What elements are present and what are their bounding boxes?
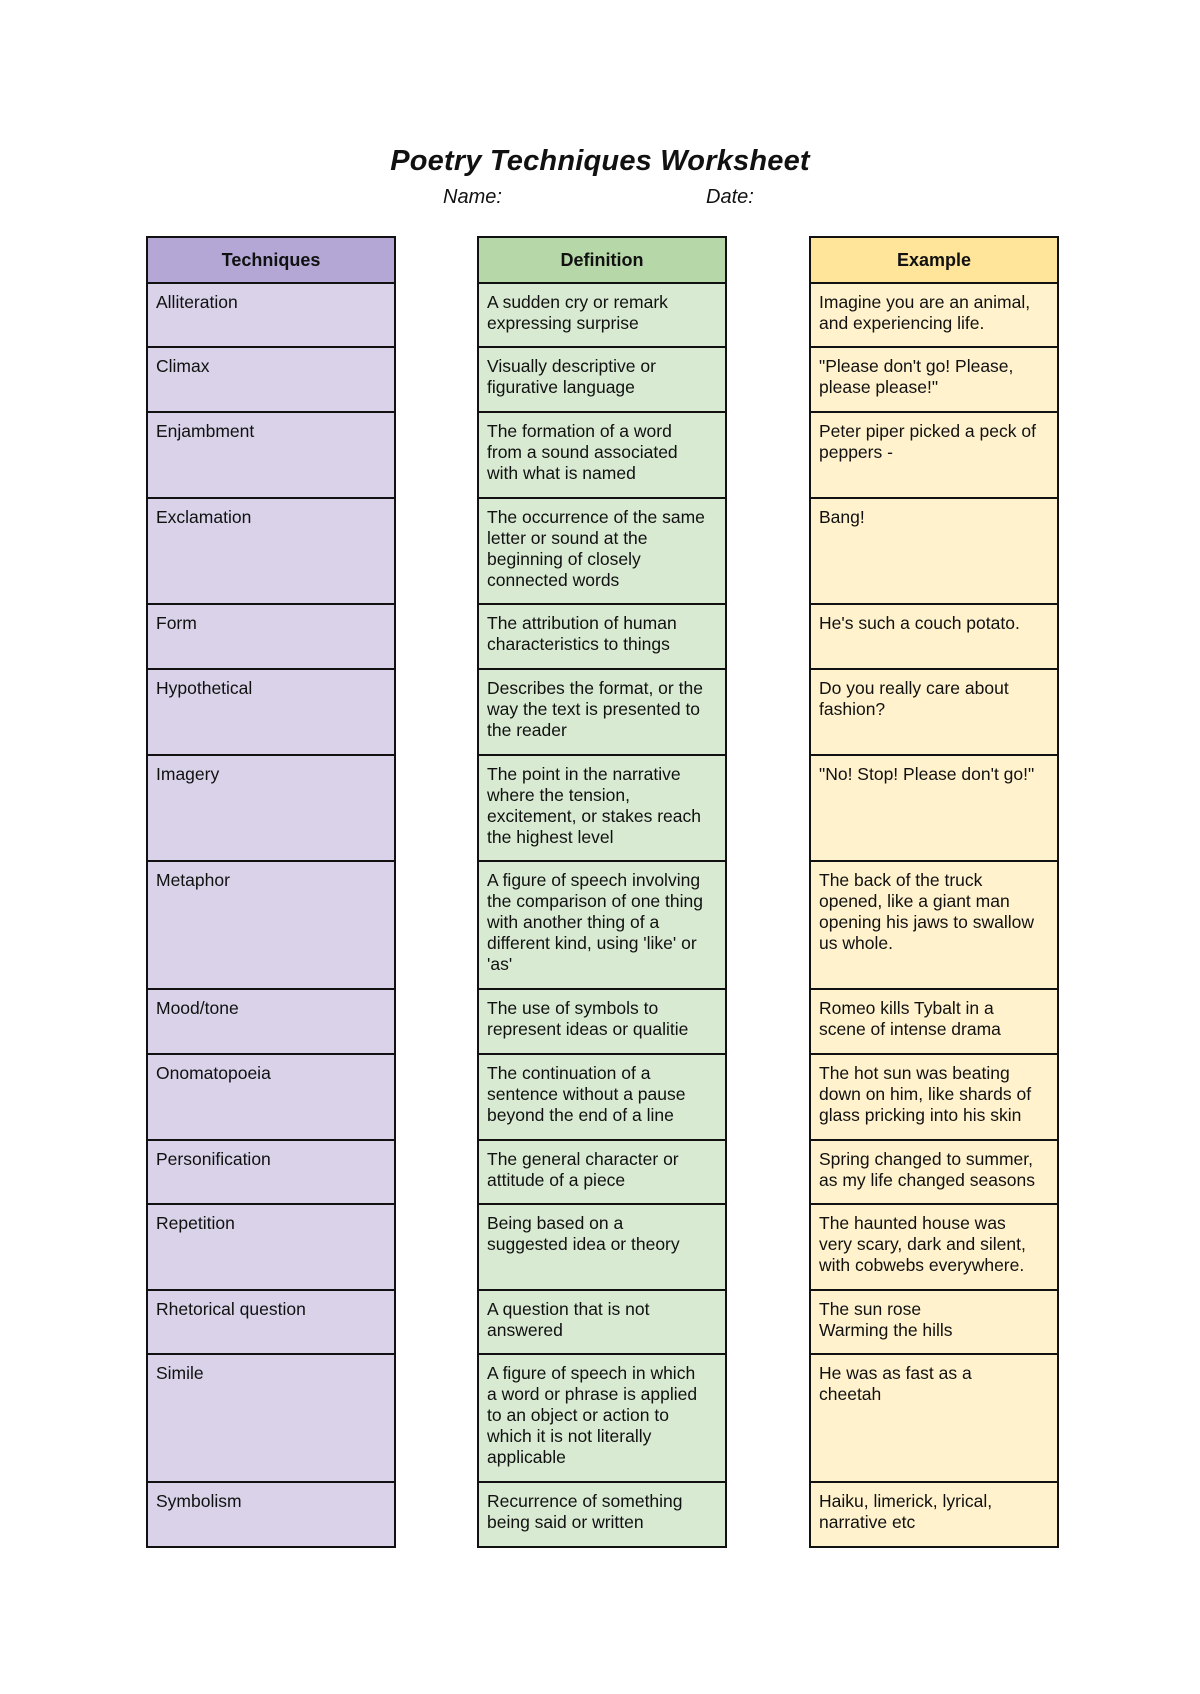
technique-cell: Simile (148, 1355, 394, 1483)
definition-cell: The use of symbols to represent ideas or qualitie (479, 990, 725, 1055)
definition-column (477, 236, 727, 1548)
example-header: Example (811, 238, 1057, 284)
technique-cell: Mood/tone (148, 990, 394, 1055)
example-cell: The hot sun was beating down on him, like shards of glass pricking into his skin (811, 1055, 1057, 1141)
technique-cell: Alliteration (148, 284, 394, 348)
definition-header: Definition (479, 238, 725, 284)
example-column (809, 236, 1059, 1548)
technique-cell: Imagery (148, 756, 394, 862)
example-cell: He's such a couch potato. (811, 605, 1057, 670)
example-cell: He was as fast as a cheetah (811, 1355, 1057, 1483)
example-cell: Spring changed to summer, as my life changed seasons (811, 1141, 1057, 1205)
example-cell: Romeo kills Tybalt in a scene of intense drama (811, 990, 1057, 1055)
example-cell: Imagine you are an animal, and experiencing life. (811, 284, 1057, 348)
technique-cell: Repetition (148, 1205, 394, 1291)
definition-cell: Recurrence of something being said or written (479, 1483, 725, 1548)
definition-cell: Describes the format, or the way the text is presented to the reader (479, 670, 725, 756)
technique-cell: Enjambment (148, 413, 394, 499)
example-cell: Peter piper picked a peck of peppers - (811, 413, 1057, 499)
definition-cell: The formation of a word from a sound associated with what is named (479, 413, 725, 499)
technique-cell: Hypothetical (148, 670, 394, 756)
example-cell: "No! Stop! Please don't go!" (811, 756, 1057, 862)
technique-cell: Exclamation (148, 499, 394, 605)
example-cell: The sun rose Warming the hills (811, 1291, 1057, 1355)
technique-cell: Onomatopoeia (148, 1055, 394, 1141)
definition-cell: Visually descriptive or figurative language (479, 348, 725, 413)
example-cell: The haunted house was very scary, dark and silent, with cobwebs everywhere. (811, 1205, 1057, 1291)
definition-cell: A sudden cry or remark expressing surprise (479, 284, 725, 348)
definition-cell: A figure of speech involving the comparison of one thing with another thing of a different kind, using 'like' or 'as' (479, 862, 725, 990)
technique-cell: Metaphor (148, 862, 394, 990)
technique-cell: Rhetorical question (148, 1291, 394, 1355)
example-cell: Do you really care about fashion? (811, 670, 1057, 756)
techniques-column (146, 236, 396, 1548)
technique-cell: Form (148, 605, 394, 670)
example-cell: The back of the truck opened, like a giant man opening his jaws to swallow us whole. (811, 862, 1057, 990)
techniques-header: Techniques (148, 238, 394, 284)
technique-cell: Symbolism (148, 1483, 394, 1548)
worksheet-title: Poetry Techniques Worksheet (390, 145, 810, 177)
date-label: Date: (706, 186, 754, 208)
name-date-line (0, 186, 1200, 210)
definition-cell: The attribution of human characteristics to things (479, 605, 725, 670)
name-label: Name: (443, 186, 502, 208)
definition-cell: A question that is not answered (479, 1291, 725, 1355)
definition-cell: The occurrence of the same letter or sound at the beginning of closely connected words (479, 499, 725, 605)
example-cell: "Please don't go! Please, please please!" (811, 348, 1057, 413)
definition-cell: The continuation of a sentence without a pause beyond the end of a line (479, 1055, 725, 1141)
definition-cell: The general character or attitude of a piece (479, 1141, 725, 1205)
definition-cell: A figure of speech in which a word or phrase is applied to an object or action to which it is not literally applicable (479, 1355, 725, 1483)
example-cell: Haiku, limerick, lyrical, narrative etc (811, 1483, 1057, 1548)
technique-cell: Personification (148, 1141, 394, 1205)
example-cell: Bang! (811, 499, 1057, 605)
definition-cell: Being based on a suggested idea or theory (479, 1205, 725, 1291)
technique-cell: Climax (148, 348, 394, 413)
definition-cell: The point in the narrative where the tension, excitement, or stakes reach the highest level (479, 756, 725, 862)
